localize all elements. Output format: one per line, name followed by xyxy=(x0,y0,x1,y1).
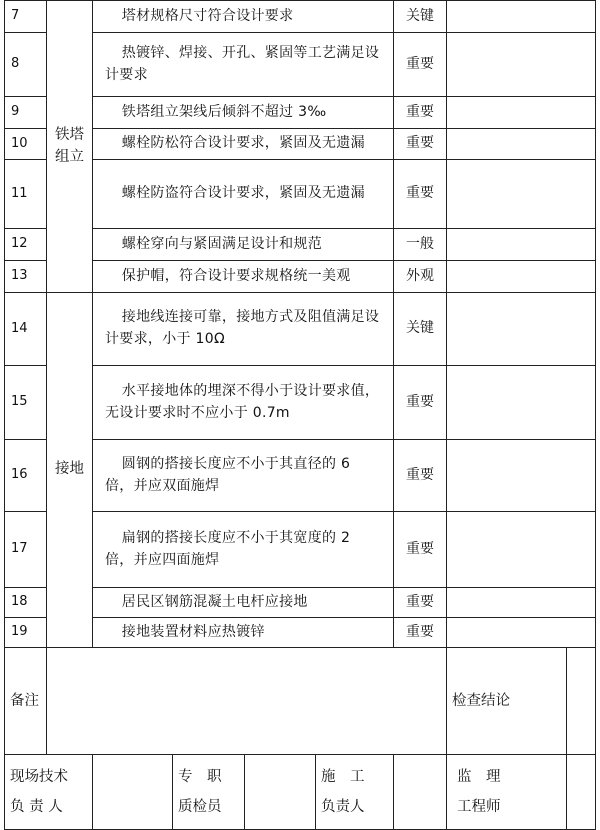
importance-level: 重要 xyxy=(394,97,447,129)
table-row xyxy=(5,129,596,160)
table-row xyxy=(5,440,596,512)
item-number: 10 xyxy=(5,129,47,160)
check-result-cell[interactable] xyxy=(447,366,596,440)
table-row xyxy=(5,160,596,229)
item-number: 15 xyxy=(5,366,47,440)
item-number: 13 xyxy=(5,261,47,293)
requirement-text: 螺栓防松符合设计要求，紧固及无遗漏 xyxy=(93,129,394,160)
table-row xyxy=(5,588,596,618)
importance-level: 重要 xyxy=(394,588,447,618)
table-row xyxy=(5,366,596,440)
category-tower-erection xyxy=(47,1,93,293)
check-result-cell[interactable] xyxy=(447,261,596,293)
requirement-text: 圆钢的搭接长度应不小于其直径的 6 倍，并应双面施焊 xyxy=(93,440,394,512)
item-number: 8 xyxy=(5,33,47,97)
supervisor-label: 监 理 工程师 xyxy=(447,755,567,830)
importance-level: 一般 xyxy=(394,229,447,261)
importance-level: 重要 xyxy=(394,129,447,160)
requirement-text: 塔材规格尺寸符合设计要求 xyxy=(93,1,394,33)
table-row xyxy=(5,512,596,588)
conclusion-label: 检查结论 xyxy=(447,648,567,755)
table-row xyxy=(5,293,596,366)
importance-level: 关键 xyxy=(394,293,447,366)
requirement-text: 保护帽，符合设计要求规格统一美观 xyxy=(93,261,394,293)
category-label-line: 组立 xyxy=(55,148,84,165)
check-result-cell[interactable] xyxy=(447,97,596,129)
requirement-text: 水平接地体的埋深不得小于设计要求值，无设计要求时不应小于 0.7m xyxy=(93,366,394,440)
importance-level: 重要 xyxy=(394,440,447,512)
item-number: 12 xyxy=(5,229,47,261)
item-number: 11 xyxy=(5,160,47,229)
category-label-line: 铁塔 xyxy=(55,126,84,143)
check-result-cell[interactable] xyxy=(447,588,596,618)
requirement-text: 扁钢的搭接长度应不小于其宽度的 2 倍，并应四面施焊 xyxy=(93,512,394,588)
importance-level: 重要 xyxy=(394,33,447,97)
table-row xyxy=(5,97,596,129)
importance-level: 重要 xyxy=(394,618,447,648)
item-number: 19 xyxy=(5,618,47,648)
inspection-record-sheet xyxy=(4,0,595,829)
inspection-table xyxy=(4,0,596,830)
item-number: 14 xyxy=(5,293,47,366)
qc-inspector-signature[interactable] xyxy=(245,755,316,830)
importance-level: 外观 xyxy=(394,261,447,293)
table-row xyxy=(5,33,596,97)
qc-inspector-label: 专 职 质检员 xyxy=(173,755,245,830)
item-number: 9 xyxy=(5,97,47,129)
tech-lead-signature[interactable] xyxy=(93,755,173,830)
item-number: 7 xyxy=(5,1,47,33)
construction-lead-signature[interactable] xyxy=(394,755,447,830)
requirement-text: 螺栓防盗符合设计要求，紧固及无遗漏 xyxy=(93,160,394,229)
requirement-text: 接地线连接可靠，接地方式及阻值满足设计要求，小于 10Ω xyxy=(93,293,394,366)
importance-level: 关键 xyxy=(394,1,447,33)
requirement-text: 螺栓穿向与紧固满足设计和规范 xyxy=(93,229,394,261)
check-result-cell[interactable] xyxy=(447,229,596,261)
check-result-cell[interactable] xyxy=(447,129,596,160)
check-result-cell[interactable] xyxy=(447,33,596,97)
importance-level: 重要 xyxy=(394,160,447,229)
tech-lead-label: 现场技术 负 责 人 xyxy=(5,755,93,830)
check-result-cell[interactable] xyxy=(447,440,596,512)
requirement-text: 接地装置材料应热镀锌 xyxy=(93,618,394,648)
table-row xyxy=(5,261,596,293)
signature-row xyxy=(5,755,596,830)
remarks-label: 备注 xyxy=(5,648,47,755)
check-result-cell[interactable] xyxy=(447,618,596,648)
remarks-row xyxy=(5,648,596,755)
conclusion-field[interactable] xyxy=(567,648,596,755)
table-row xyxy=(5,618,596,648)
table-row xyxy=(5,229,596,261)
importance-level: 重要 xyxy=(394,512,447,588)
requirement-text: 居民区钢筋混凝土电杆应接地 xyxy=(93,588,394,618)
remarks-field[interactable] xyxy=(47,648,447,755)
supervisor-signature[interactable] xyxy=(567,755,596,830)
requirement-text: 热镀锌、焊接、开孔、紧固等工艺满足设计要求 xyxy=(93,33,394,97)
importance-level: 重要 xyxy=(394,366,447,440)
check-result-cell[interactable] xyxy=(447,293,596,366)
category-grounding: 接地 xyxy=(47,293,93,648)
item-number: 16 xyxy=(5,440,47,512)
construction-lead-label: 施 工 负责人 xyxy=(316,755,394,830)
check-result-cell[interactable] xyxy=(447,512,596,588)
check-result-cell[interactable] xyxy=(447,160,596,229)
item-number: 17 xyxy=(5,512,47,588)
table-row xyxy=(5,1,596,33)
item-number: 18 xyxy=(5,588,47,618)
check-result-cell[interactable] xyxy=(447,1,596,33)
requirement-text: 铁塔组立架线后倾斜不超过 3‰ xyxy=(93,97,394,129)
